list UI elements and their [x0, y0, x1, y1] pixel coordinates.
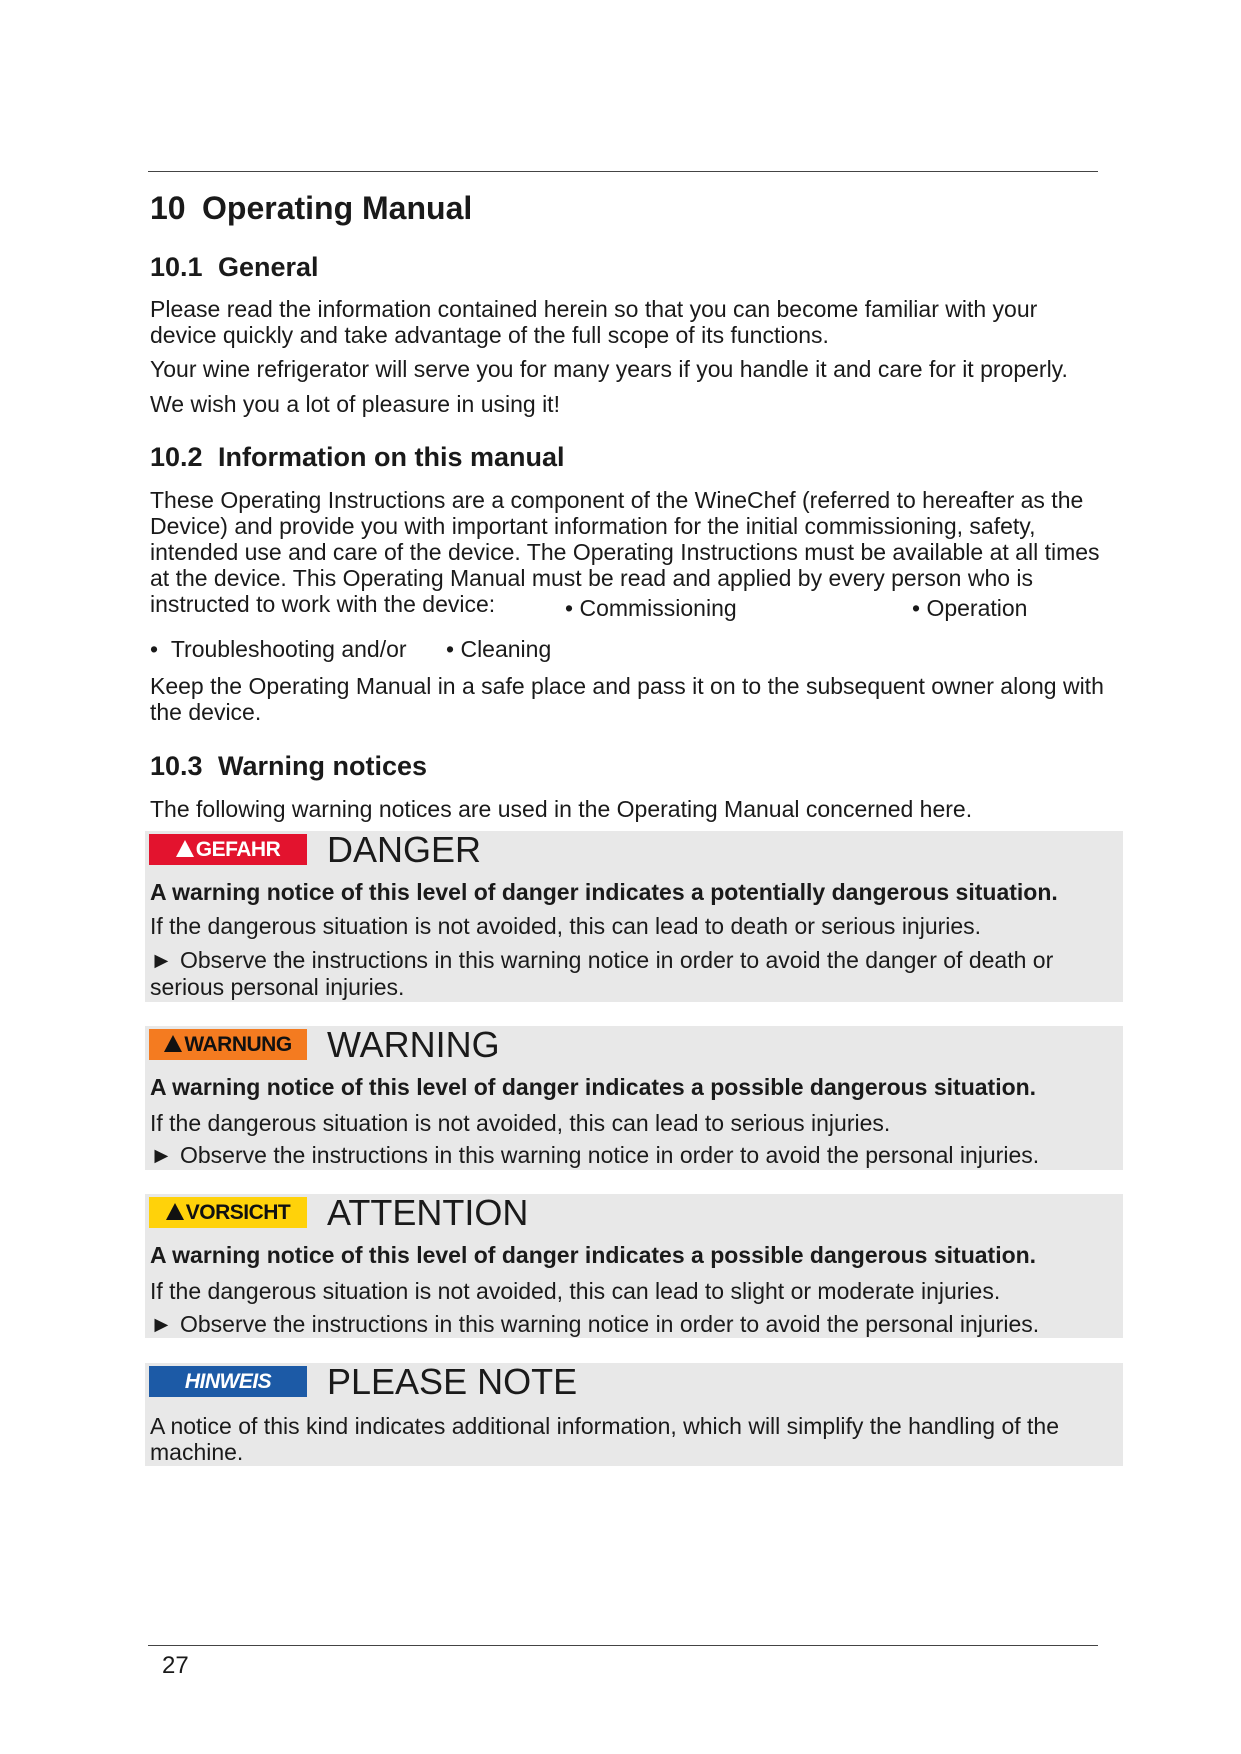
general-paragraph-2: Your wine refrigerator will serve you for many years if you handle it and care for it properly. [150, 356, 1068, 382]
chapter-heading [150, 190, 472, 227]
warning-badge-label: WARNUNG [184, 1032, 292, 1056]
instruction-arrow-icon: ► [150, 1142, 173, 1168]
general-paragraph-3: We wish you a lot of pleasure in using it! [150, 391, 560, 417]
bullet-operation [912, 595, 1027, 621]
warnings-intro: The following warning notices are used in the Operating Manual concerned here. [150, 796, 973, 822]
section-title: Information on this manual [218, 442, 565, 472]
attention-title: ATTENTION [327, 1192, 529, 1233]
bullet-dot: • [912, 595, 921, 621]
bullet-label: Operation [926, 595, 1028, 621]
bullet-dot: • [150, 636, 159, 662]
section-heading-information [150, 442, 565, 473]
warning-triangle-icon [166, 1203, 184, 1220]
bullet-label: Cleaning [460, 636, 552, 662]
attention-instruction-text: Observe the instructions in this warning notice in order to avoid the personal injuries. [180, 1311, 1040, 1337]
section-number: 10.1 [150, 252, 203, 282]
danger-title: DANGER [327, 829, 482, 870]
caution-badge-label: VORSICHT [185, 1200, 291, 1224]
attention-notice-box [145, 1194, 1123, 1338]
information-paragraph-2: Keep the Operating Manual in a safe place and pass it on to the subsequent owner along with the device. [150, 673, 1104, 725]
bullet-dot: • [446, 636, 455, 662]
warning-instruction [150, 1142, 1110, 1169]
danger-badge-label: GEFAHR [195, 837, 281, 861]
instruction-arrow-icon: ► [150, 1311, 173, 1337]
warning-summary: A warning notice of this level of danger indicates a possible dangerous situation. [150, 1074, 1037, 1100]
warning-triangle-icon [176, 840, 194, 857]
footer-rule [148, 1645, 1098, 1646]
warning-triangle-icon [164, 1035, 182, 1052]
instruction-arrow-icon: ► [150, 947, 173, 973]
danger-summary: A warning notice of this level of danger indicates a potentially dangerous situation. [150, 879, 1058, 905]
note-notice-box [145, 1363, 1123, 1466]
chapter-number: 10 [150, 190, 186, 226]
caution-badge [149, 1197, 307, 1228]
warning-consequence: If the dangerous situation is not avoided, this can lead to serious injuries. [150, 1110, 891, 1136]
bullet-label: Commissioning [579, 595, 737, 621]
warning-notice-box [145, 1026, 1123, 1170]
notice-badge-label: HINWEIS [184, 1369, 272, 1393]
chapter-title: Operating Manual [202, 190, 473, 226]
section-number: 10.2 [150, 442, 203, 472]
danger-consequence: If the dangerous situation is not avoided, this can lead to death or serious injuries. [150, 913, 982, 939]
general-paragraph-1: Please read the information contained herein so that you can become familiar with your device quickly and take advantage of the full scope of its functions. [150, 296, 1038, 348]
section-heading-general [150, 252, 319, 283]
section-title: General [218, 252, 319, 282]
note-text: A notice of this kind indicates additional information, which will simplify the handling of the machine. [150, 1413, 1059, 1465]
attention-consequence: If the dangerous situation is not avoided, this can lead to slight or moderate injuries. [150, 1278, 1001, 1304]
warning-instruction-text: Observe the instructions in this warning notice in order to avoid the personal injuries. [180, 1142, 1040, 1168]
bullet-cleaning [446, 636, 551, 662]
information-paragraph-text: These Operating Instructions are a component of the WineChef (referred to hereafter as the Device) and provide you with important information for the initial commissioning, safety, intended use and care of the device. The Operating Instructions must be available at all times at the device. This Operating Manual must be read and applied by every person who is instructed to work with the device: [150, 487, 1100, 617]
danger-badge [149, 834, 307, 865]
danger-instruction [150, 947, 1090, 1001]
bullet-troubleshooting [150, 636, 407, 662]
danger-instruction-text: Observe the instructions in this warning notice in order to avoid the danger of death or serious personal injuries. [150, 947, 1054, 1000]
warning-title: WARNING [327, 1024, 500, 1065]
warning-badge [149, 1029, 307, 1060]
notice-badge [149, 1366, 307, 1397]
section-title: Warning notices [218, 751, 428, 781]
bullet-label: Troubleshooting and/or [170, 636, 407, 662]
page-number: 27 [162, 1652, 189, 1679]
note-title: PLEASE NOTE [327, 1361, 578, 1402]
header-rule [148, 171, 1098, 172]
section-number: 10.3 [150, 751, 203, 781]
danger-notice-box [145, 831, 1123, 1002]
attention-instruction [150, 1311, 1110, 1338]
bullet-commissioning [565, 595, 737, 621]
attention-summary: A warning notice of this level of danger indicates a possible dangerous situation. [150, 1242, 1037, 1268]
section-heading-warnings [150, 751, 427, 782]
bullet-dot: • [565, 595, 574, 621]
